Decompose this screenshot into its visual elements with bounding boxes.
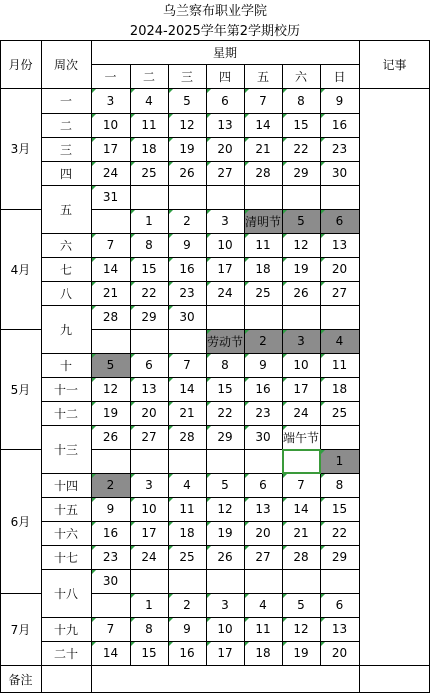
date-cell: 30	[168, 305, 206, 329]
month-header: 月份	[8, 57, 33, 72]
date-cell: 27	[206, 161, 244, 185]
date-cell: 5	[168, 88, 206, 113]
date-cell: 5	[206, 473, 244, 497]
row-line	[91, 113, 359, 114]
date-cell: 4	[244, 593, 282, 617]
date-cell: 12	[282, 617, 320, 641]
date-cell: 23	[91, 545, 130, 569]
week-line	[41, 137, 91, 138]
empty-cell	[91, 593, 130, 617]
date-cell: 16	[91, 521, 130, 545]
week-label: 一	[59, 94, 72, 108]
row-line	[91, 617, 359, 618]
empty-cell	[130, 185, 168, 209]
empty-cell	[206, 185, 244, 209]
week-label: 十	[59, 358, 72, 373]
date-cell: 24	[130, 545, 168, 569]
date-cell: 27	[320, 281, 359, 305]
date-cell: 5	[282, 209, 320, 233]
row-line	[91, 329, 359, 330]
date-cell: 3	[206, 593, 244, 617]
date-cell: 3	[206, 209, 244, 233]
date-cell: 26	[282, 281, 320, 305]
date-cell: 19	[168, 137, 206, 161]
weekday-header-line	[91, 64, 359, 65]
week-label: 九	[59, 322, 72, 337]
empty-cell	[320, 305, 359, 329]
date-cell: 16	[320, 113, 359, 137]
empty-cell	[282, 185, 320, 209]
date-cell: 22	[282, 137, 320, 161]
column-line	[91, 40, 92, 693]
date-cell: 28	[244, 161, 282, 185]
week-label: 十八	[53, 586, 78, 601]
row-line	[91, 257, 359, 258]
row-line	[91, 569, 359, 570]
week-line	[41, 497, 91, 498]
date-cell: 26	[168, 161, 206, 185]
date-cell: 13	[320, 617, 359, 641]
week-line	[41, 377, 91, 378]
month-line	[0, 449, 41, 450]
date-cell: 7	[91, 233, 130, 257]
date-cell: 7	[244, 88, 282, 113]
date-cell: 19	[282, 257, 320, 281]
row-line	[91, 377, 359, 378]
date-cell: 9	[168, 233, 206, 257]
date-cell: 28	[91, 305, 130, 329]
week-label: 十二	[53, 406, 78, 421]
date-cell: 13	[320, 233, 359, 257]
empty-cell	[206, 449, 244, 473]
date-cell: 7	[91, 617, 130, 641]
week-label: 十七	[53, 550, 78, 565]
date-cell: 22	[206, 401, 244, 425]
empty-cell	[282, 569, 320, 593]
date-cell: 17	[206, 641, 244, 665]
week-label: 七	[59, 262, 72, 277]
date-cell: 2	[168, 593, 206, 617]
weekday-label: 二	[142, 69, 155, 84]
row-line	[91, 641, 359, 642]
date-cell: 8	[206, 353, 244, 377]
empty-cell	[244, 569, 282, 593]
date-cell: 8	[130, 233, 168, 257]
date-cell: 30	[244, 425, 282, 449]
empty-cell	[320, 425, 359, 449]
date-cell: 13	[206, 113, 244, 137]
month-label: 4月	[10, 262, 31, 277]
weekday-label: 日	[333, 69, 346, 84]
date-cell: 11	[130, 113, 168, 137]
week-line	[41, 185, 91, 186]
week-line	[41, 569, 91, 570]
week-line	[41, 521, 91, 522]
month-label: 6月	[10, 514, 31, 529]
date-cell: 8	[282, 88, 320, 113]
date-cell: 27	[130, 425, 168, 449]
date-cell: 11	[244, 617, 282, 641]
day-column-line	[320, 64, 321, 665]
date-cell: 30	[320, 161, 359, 185]
weekday-label: 五	[256, 69, 269, 84]
day-column-line	[282, 64, 283, 665]
date-cell: 17	[130, 521, 168, 545]
selected-cell-outline[interactable]	[282, 449, 321, 474]
week-label: 三	[59, 142, 72, 157]
weekday-label: 四	[218, 69, 231, 84]
row-line	[91, 521, 359, 522]
week-label: 十六	[53, 526, 78, 541]
row-line	[91, 545, 359, 546]
row-line	[91, 305, 359, 306]
date-cell: 26	[206, 545, 244, 569]
month-line	[0, 593, 41, 594]
date-cell: 6	[320, 593, 359, 617]
week-line	[41, 233, 91, 234]
row-line	[91, 209, 359, 210]
date-cell: 15	[206, 377, 244, 401]
month-line	[0, 329, 41, 330]
row-line	[91, 593, 359, 594]
date-cell: 19	[91, 401, 130, 425]
date-cell: 31	[91, 185, 130, 209]
date-cell: 6	[130, 353, 168, 377]
day-column-line	[244, 64, 245, 665]
row-line	[91, 425, 359, 426]
table-bottom-border	[0, 692, 430, 693]
date-cell: 23	[168, 281, 206, 305]
date-cell: 20	[320, 641, 359, 665]
date-cell: 25	[244, 281, 282, 305]
date-cell: 29	[130, 305, 168, 329]
date-cell: 10	[91, 113, 130, 137]
date-cell: 11	[244, 233, 282, 257]
week-label: 十一	[53, 382, 78, 397]
date-cell: 29	[206, 425, 244, 449]
empty-cell	[168, 449, 206, 473]
date-cell: 12	[282, 233, 320, 257]
date-cell: 29	[282, 161, 320, 185]
date-cell: 21	[91, 281, 130, 305]
week-label: 八	[59, 286, 72, 301]
date-cell: 21	[168, 401, 206, 425]
month-label: 7月	[10, 622, 31, 637]
week-label: 十四	[53, 478, 78, 493]
date-cell: 21	[282, 521, 320, 545]
date-cell: 23	[320, 137, 359, 161]
date-cell: 3	[130, 473, 168, 497]
column-line	[41, 40, 42, 693]
date-cell: 20	[206, 137, 244, 161]
date-cell: 11	[320, 353, 359, 377]
date-cell: 24	[206, 281, 244, 305]
empty-cell	[244, 185, 282, 209]
date-cell: 18	[244, 641, 282, 665]
date-cell: 17	[206, 257, 244, 281]
month-label: 5月	[10, 382, 31, 397]
date-cell: 15	[130, 641, 168, 665]
day-column-line	[168, 64, 169, 665]
weekday-label: 六	[294, 69, 307, 84]
day-column-line	[130, 64, 131, 665]
date-cell: 清明节	[244, 209, 282, 233]
date-cell: 16	[244, 377, 282, 401]
date-cell: 2	[91, 473, 130, 497]
empty-cell	[206, 305, 244, 329]
date-cell: 18	[168, 521, 206, 545]
row-line	[91, 185, 359, 186]
week-header: 周次	[53, 57, 78, 72]
date-cell: 17	[282, 377, 320, 401]
date-cell: 6	[206, 88, 244, 113]
column-line	[359, 40, 360, 693]
date-cell: 2	[168, 209, 206, 233]
empty-cell	[320, 185, 359, 209]
week-line	[41, 641, 91, 642]
month-label: 3月	[10, 142, 31, 156]
empty-cell	[130, 569, 168, 593]
empty-cell	[168, 569, 206, 593]
date-cell: 20	[130, 401, 168, 425]
date-cell: 13	[130, 377, 168, 401]
weekday-header: 星期	[212, 45, 237, 60]
date-cell: 2	[244, 329, 282, 353]
empty-cell	[130, 329, 168, 353]
date-cell: 10	[130, 497, 168, 521]
week-line	[41, 161, 91, 162]
date-cell: 15	[320, 497, 359, 521]
date-cell: 28	[282, 545, 320, 569]
date-cell: 4	[320, 329, 359, 353]
date-cell: 27	[244, 545, 282, 569]
date-cell: 8	[130, 617, 168, 641]
date-cell: 10	[282, 353, 320, 377]
week-line	[41, 617, 91, 618]
date-cell: 劳动节	[206, 329, 244, 353]
date-cell: 12	[168, 113, 206, 137]
empty-cell	[244, 449, 282, 473]
empty-cell	[320, 569, 359, 593]
date-cell: 6	[320, 209, 359, 233]
week-line	[41, 545, 91, 546]
date-cell: 14	[282, 497, 320, 521]
date-cell: 9	[168, 617, 206, 641]
week-label: 十三	[53, 442, 78, 457]
date-cell: 3	[91, 88, 130, 113]
date-cell: 11	[168, 497, 206, 521]
date-cell: 14	[91, 641, 130, 665]
date-cell: 16	[168, 641, 206, 665]
week-label: 二十	[53, 646, 78, 661]
date-cell: 15	[130, 257, 168, 281]
date-cell: 28	[168, 425, 206, 449]
date-cell: 9	[91, 497, 130, 521]
week-label: 二	[59, 118, 72, 133]
date-cell: 22	[320, 521, 359, 545]
date-cell: 23	[244, 401, 282, 425]
week-line	[41, 281, 91, 282]
remarks-top-line	[0, 665, 430, 666]
date-cell: 30	[91, 569, 130, 593]
row-line	[91, 281, 359, 282]
date-cell: 7	[168, 353, 206, 377]
date-cell: 1	[320, 449, 359, 473]
row-line	[91, 353, 359, 354]
month-line	[0, 209, 41, 210]
date-cell: 5	[282, 593, 320, 617]
date-cell: 9	[320, 88, 359, 113]
table-top-border	[0, 40, 430, 41]
row-line	[91, 137, 359, 138]
date-cell: 端午节	[282, 425, 320, 449]
week-label: 十九	[53, 622, 78, 637]
date-cell: 7	[282, 473, 320, 497]
empty-cell	[130, 449, 168, 473]
date-cell: 20	[244, 521, 282, 545]
date-cell: 5	[91, 353, 130, 377]
notes-header: 记事	[382, 57, 407, 72]
date-cell: 10	[206, 617, 244, 641]
date-cell: 29	[320, 545, 359, 569]
date-cell: 14	[168, 377, 206, 401]
day-column-line	[206, 64, 207, 665]
date-cell: 1	[130, 209, 168, 233]
row-line	[91, 401, 359, 402]
date-cell: 24	[282, 401, 320, 425]
empty-cell	[168, 185, 206, 209]
week-label: 六	[59, 238, 72, 253]
date-cell: 9	[244, 353, 282, 377]
date-cell: 3	[282, 329, 320, 353]
date-cell: 15	[282, 113, 320, 137]
date-cell: 17	[91, 137, 130, 161]
date-cell: 14	[244, 113, 282, 137]
date-cell: 19	[282, 641, 320, 665]
date-cell: 24	[91, 161, 130, 185]
date-cell: 25	[320, 401, 359, 425]
date-cell: 19	[206, 521, 244, 545]
week-line	[41, 401, 91, 402]
week-line	[41, 257, 91, 258]
date-cell: 12	[206, 497, 244, 521]
weekday-label: 一	[104, 69, 117, 84]
row-line	[91, 497, 359, 498]
date-cell: 18	[320, 377, 359, 401]
date-cell: 4	[130, 88, 168, 113]
week-label: 五	[59, 202, 72, 217]
remarks-label: 备注	[8, 672, 33, 687]
week-line	[41, 353, 91, 354]
week-line	[41, 473, 91, 474]
date-cell: 18	[130, 137, 168, 161]
empty-cell	[91, 209, 130, 233]
date-cell: 14	[91, 257, 130, 281]
school-name: 乌兰察布职业学院	[162, 4, 267, 19]
date-cell: 10	[206, 233, 244, 257]
week-line	[41, 305, 91, 306]
empty-cell	[282, 305, 320, 329]
empty-cell	[91, 329, 130, 353]
week-line	[41, 113, 91, 114]
date-cell: 13	[244, 497, 282, 521]
calendar-title: 2024-2025学年第2学期校历	[129, 24, 301, 39]
date-cell: 22	[130, 281, 168, 305]
empty-cell	[91, 449, 130, 473]
header-bottom-line	[0, 88, 430, 89]
row-line	[91, 233, 359, 234]
empty-cell	[168, 329, 206, 353]
date-cell: 20	[320, 257, 359, 281]
empty-cell	[244, 305, 282, 329]
date-cell: 21	[244, 137, 282, 161]
week-line	[41, 425, 91, 426]
weekday-label: 三	[180, 69, 193, 84]
date-cell: 4	[168, 473, 206, 497]
date-cell: 8	[320, 473, 359, 497]
date-cell: 1	[130, 593, 168, 617]
date-cell: 12	[91, 377, 130, 401]
empty-cell	[206, 569, 244, 593]
date-cell: 25	[130, 161, 168, 185]
date-cell: 16	[168, 257, 206, 281]
date-cell: 6	[244, 473, 282, 497]
date-cell: 18	[244, 257, 282, 281]
week-label: 十五	[53, 502, 78, 517]
date-cell: 26	[91, 425, 130, 449]
date-cell: 25	[168, 545, 206, 569]
row-line	[91, 161, 359, 162]
column-line	[0, 40, 1, 693]
week-label: 四	[59, 166, 72, 181]
